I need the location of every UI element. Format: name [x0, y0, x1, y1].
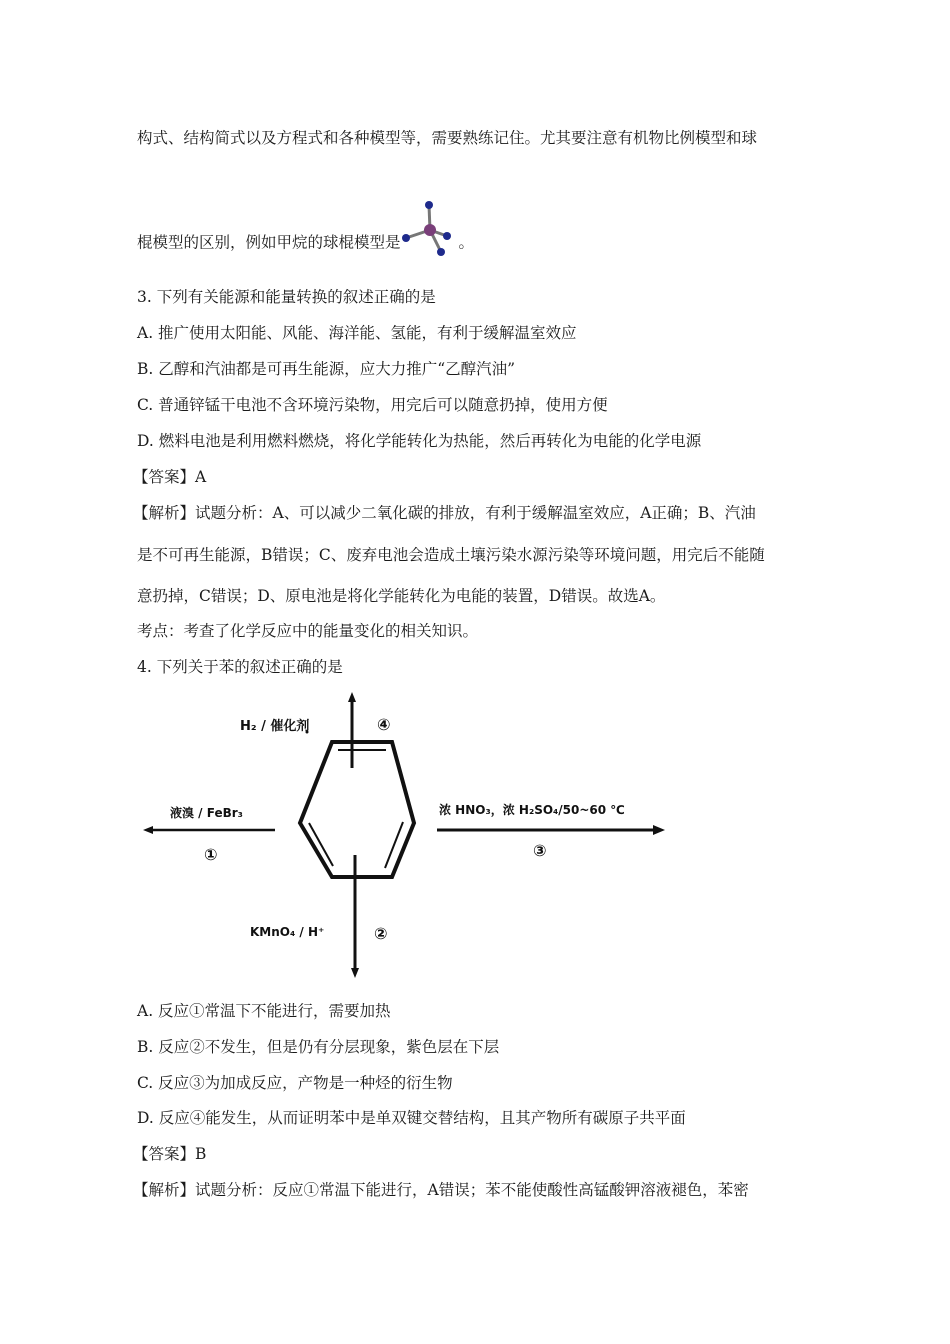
- q3-kaodian: 考点：考查了化学反应中的能量变化的相关知识。: [137, 622, 479, 640]
- q3-stem: 3. 下列有关能源和能量转换的叙述正确的是: [137, 288, 436, 306]
- top-condition-label: H₂ / 催化剂: [240, 719, 310, 734]
- q4-option-b: B. 反应②不发生，但是仍有分层现象，紫色层在下层: [137, 1038, 500, 1056]
- bottom-reaction-number: ②: [374, 924, 388, 943]
- benzene-ring: [300, 742, 414, 877]
- q3-option-a: A. 推广使用太阳能、风能、海洋能、氢能，有利于缓解温室效应: [137, 324, 577, 342]
- intro-line-2-end: 。: [458, 233, 475, 252]
- q4-option-d: D. 反应④能发生，从而证明苯中是单双键交替结构，且其产物所有碳原子共平面: [137, 1109, 686, 1127]
- q4-option-c: C. 反应③为加成反应，产物是一种烃的衍生物: [137, 1074, 453, 1092]
- q4-answer: 【答案】B: [133, 1145, 207, 1163]
- q3-option-d: D. 燃料电池是利用燃料燃烧，将化学能转化为热能，然后再转化为电能的化学电源: [137, 432, 702, 450]
- left-condition-label: 液溴 / FeBr₃: [170, 806, 243, 820]
- intro-line-2-text: 棍模型的区别，例如甲烷的球棍模型是: [137, 233, 401, 252]
- q3-analysis-line-3: 意扔掉，C错误；D、原电池是将化学能转化为电能的装置，D错误。故选A。: [137, 587, 666, 605]
- methane-ball-stick-model-icon: [401, 200, 459, 265]
- q3-answer: 【答案】A: [133, 468, 207, 486]
- right-condition-label: 浓 HNO₃，浓 H₂SO₄/50~60 ℃: [439, 803, 625, 817]
- left-reaction-number: ①: [204, 845, 218, 864]
- q4-option-a: A. 反应①常温下不能进行，需要加热: [137, 1002, 391, 1020]
- benzene-reaction-diagram: [137, 690, 677, 990]
- intro-line-1: 构式、结构简式以及方程式和各种模型等，需要熟练记住。尤其要注意有机物比例模型和球: [137, 129, 758, 147]
- right-reaction-number: ③: [533, 841, 547, 860]
- q3-analysis-line-2: 是不可再生能源，B错误；C、废弃电池会造成土壤污染水源污染等环境问题，用完后不能随: [137, 546, 765, 564]
- q3-analysis-line-1: 【解析】试题分析：A、可以减少二氧化碳的排放，有利于缓解温室效应，A正确；B、汽油: [133, 504, 756, 522]
- q4-stem: 4. 下列关于苯的叙述正确的是: [137, 658, 343, 676]
- bottom-condition-label: KMnO₄ / H⁺: [250, 925, 325, 939]
- q4-analysis-line-1: 【解析】试题分析：反应①常温下能进行，A错误；苯不能使酸性高锰酸钾溶液褪色，苯密: [133, 1181, 749, 1199]
- q3-option-b: B. 乙醇和汽油都是可再生能源，应大力推广“乙醇汽油”: [137, 360, 516, 378]
- top-reaction-number: ④: [377, 715, 391, 734]
- q3-option-c: C. 普通锌锰干电池不含环境污染物，用完后可以随意扔掉，使用方便: [137, 396, 608, 414]
- intro-line-2: [137, 222, 474, 265]
